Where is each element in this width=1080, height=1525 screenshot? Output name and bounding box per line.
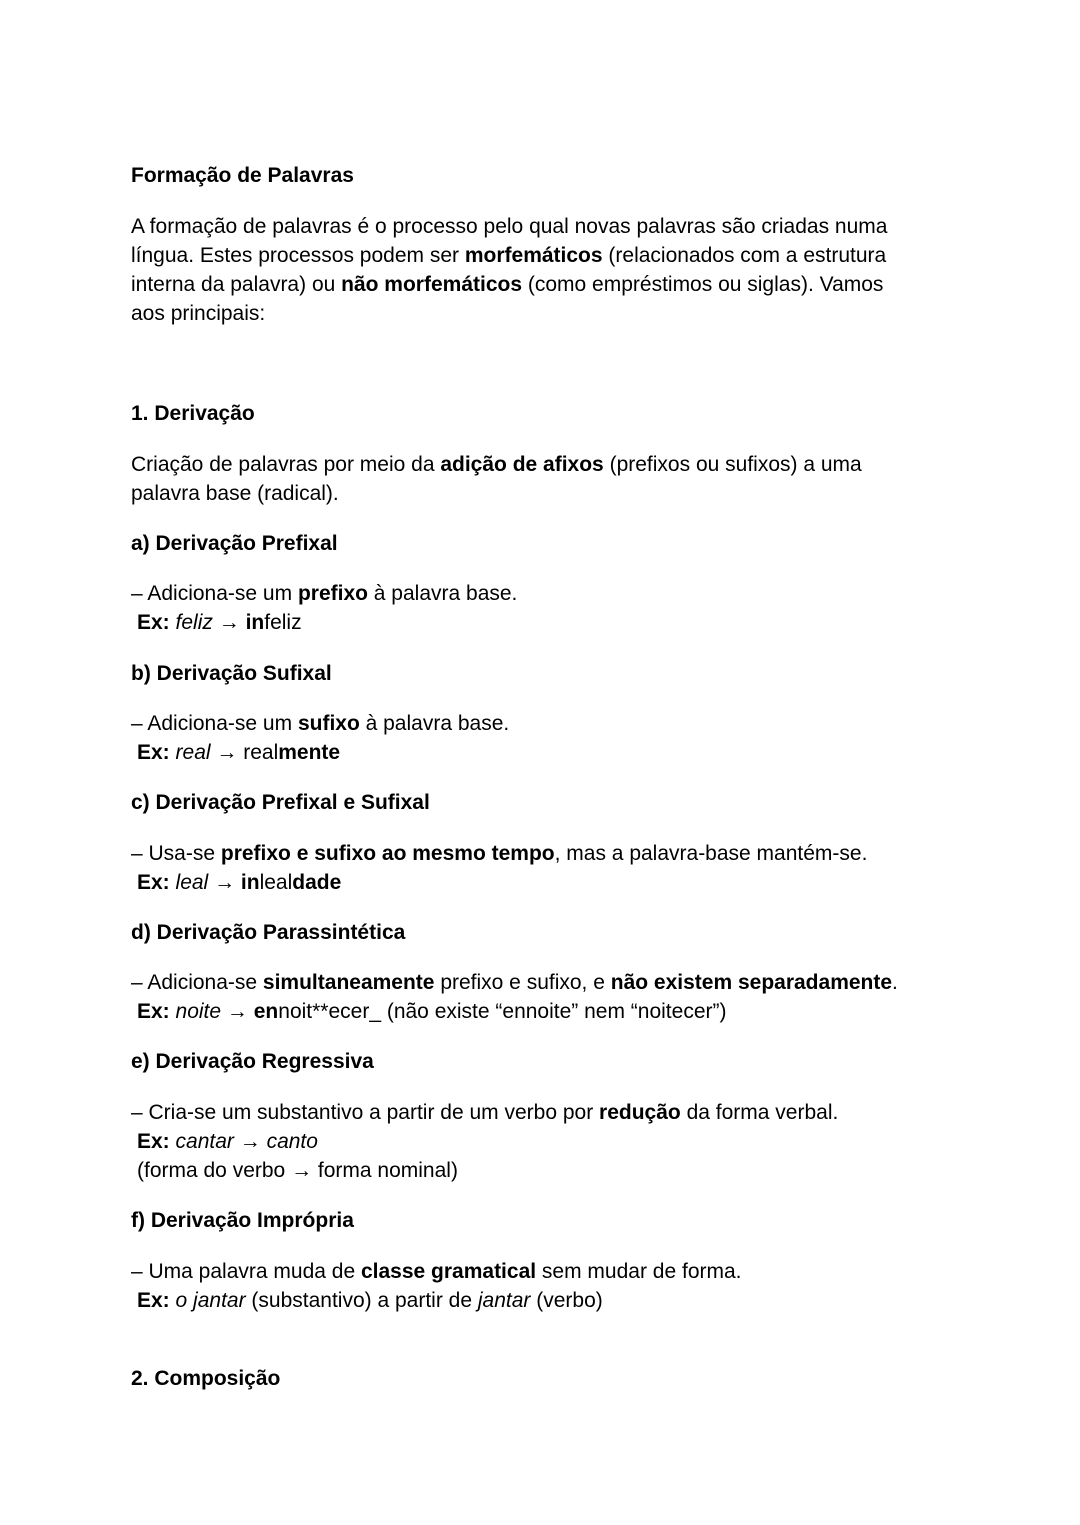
text-run: palavra base (radical). bbox=[131, 482, 339, 505]
text-run: – Usa-se bbox=[131, 842, 221, 865]
bold-text: Ex: bbox=[137, 871, 170, 894]
section-heading-composicao: 2. Composição bbox=[131, 1367, 281, 1390]
sufixal-example bbox=[131, 738, 340, 767]
sufixal-definition bbox=[131, 709, 509, 738]
intro-line-4 bbox=[131, 299, 265, 328]
text-run: aos principais: bbox=[131, 302, 266, 325]
bold-text: adição de afixos bbox=[440, 453, 604, 476]
text-run: → bbox=[208, 871, 241, 894]
italic-text: o jantar bbox=[175, 1289, 246, 1312]
subsection-heading-sufixal: b) Derivação Sufixal bbox=[131, 662, 332, 685]
italic-text: jantar bbox=[477, 1289, 531, 1312]
prefixal-example bbox=[131, 608, 302, 637]
text-run: A formação de palavras é o processo pelo qual novas palavras são criadas numa bbox=[131, 215, 888, 238]
bold-text: prefixo bbox=[297, 582, 368, 605]
bold-text: não morfemáticos bbox=[341, 273, 523, 296]
text-run: feliz bbox=[264, 611, 302, 634]
bold-text: redução bbox=[599, 1101, 681, 1124]
bold-text: morfemáticos bbox=[464, 244, 603, 267]
derivacao-description-line-1 bbox=[131, 450, 862, 479]
text-run: língua. Estes processos podem ser bbox=[131, 244, 465, 267]
text-run: – Uma palavra muda de bbox=[131, 1260, 361, 1283]
text-run: → real bbox=[210, 741, 279, 764]
regressiva-note bbox=[131, 1156, 458, 1185]
intro-line-1 bbox=[131, 212, 887, 241]
bold-text: sufixo bbox=[297, 712, 360, 735]
bold-text: classe gramatical bbox=[360, 1260, 537, 1283]
regressiva-example bbox=[131, 1127, 318, 1156]
text-run: → bbox=[212, 611, 246, 634]
text-run: da forma verbal. bbox=[680, 1101, 839, 1124]
text-run: (forma do verbo → forma nominal) bbox=[137, 1159, 458, 1182]
bold-text: mente bbox=[278, 741, 341, 764]
section-heading-derivacao: 1. Derivação bbox=[131, 402, 255, 425]
subsection-heading-prefixal-sufixal: c) Derivação Prefixal e Sufixal bbox=[131, 791, 430, 814]
text-run: – Adiciona-se um bbox=[131, 712, 298, 735]
text-run: (substantivo) a partir de bbox=[245, 1289, 478, 1312]
text-run: – Adiciona-se bbox=[131, 971, 263, 994]
impropria-example bbox=[131, 1286, 603, 1315]
text-run: (prefixos ou sufixos) a uma bbox=[603, 453, 862, 476]
text-run: – Adiciona-se um bbox=[131, 582, 298, 605]
text-run: (como empréstimos ou siglas). Vamos bbox=[522, 273, 884, 296]
text-run: prefixo e sufixo, e bbox=[434, 971, 611, 994]
text-run: → bbox=[233, 1130, 267, 1153]
text-run: leal bbox=[259, 871, 293, 894]
prefixal-sufixal-example bbox=[131, 868, 341, 897]
bold-text: Ex: bbox=[137, 1130, 170, 1153]
italic-text: real bbox=[175, 741, 211, 764]
intro-line-3 bbox=[131, 270, 883, 299]
derivacao-description-line-2 bbox=[131, 479, 339, 508]
regressiva-definition bbox=[131, 1098, 838, 1127]
subsection-heading-prefixal: a) Derivação Prefixal bbox=[131, 532, 338, 555]
text-run: – Cria-se um substantivo a partir de um verbo por bbox=[131, 1101, 600, 1124]
subsection-heading-impropria: f) Derivação Imprópria bbox=[131, 1209, 354, 1232]
bold-text: Ex: bbox=[137, 1000, 170, 1023]
parassintetica-example bbox=[131, 997, 726, 1026]
italic-text: canto bbox=[266, 1130, 318, 1153]
italic-text: noite bbox=[175, 1000, 222, 1023]
bold-text: dade bbox=[292, 871, 342, 894]
subsection-heading-regressiva: e) Derivação Regressiva bbox=[131, 1050, 374, 1073]
bold-text: in bbox=[245, 611, 265, 634]
intro-line-2 bbox=[131, 241, 886, 270]
text-run: noit**ecer_ (não existe “ennoite” nem “noitecer”) bbox=[278, 1000, 727, 1023]
bold-text: en bbox=[253, 1000, 279, 1023]
bold-text: prefixo e sufixo ao mesmo tempo bbox=[220, 842, 555, 865]
text-run: interna da palavra) ou bbox=[131, 273, 342, 296]
text-run: sem mudar de forma. bbox=[536, 1260, 742, 1283]
document-title: Formação de Palavras bbox=[131, 164, 354, 187]
bold-text: Ex: bbox=[137, 1289, 170, 1312]
bold-text: não existem separadamente bbox=[610, 971, 893, 994]
impropria-definition bbox=[131, 1257, 742, 1286]
text-run: à palavra base. bbox=[359, 712, 510, 735]
text-run: à palavra base. bbox=[367, 582, 518, 605]
text-run: (verbo) bbox=[530, 1289, 603, 1312]
bold-text: Ex: bbox=[137, 611, 170, 634]
text-run: . bbox=[892, 971, 898, 994]
parassintetica-definition bbox=[131, 968, 898, 997]
italic-text: cantar bbox=[175, 1130, 234, 1153]
prefixal-definition bbox=[131, 579, 517, 608]
text-run: , mas a palavra-base mantém-se. bbox=[554, 842, 868, 865]
text-run: → bbox=[221, 1000, 254, 1023]
italic-text: leal bbox=[175, 871, 209, 894]
bold-text: Ex: bbox=[137, 741, 170, 764]
italic-text: feliz bbox=[175, 611, 213, 634]
bold-text: in bbox=[240, 871, 260, 894]
text-run: Criação de palavras por meio da bbox=[131, 453, 441, 476]
prefixal-sufixal-definition bbox=[131, 839, 867, 868]
bold-text: simultaneamente bbox=[262, 971, 435, 994]
subsection-heading-parassintetica: d) Derivação Parassintética bbox=[131, 921, 406, 944]
text-run: (relacionados com a estrutura bbox=[602, 244, 887, 267]
